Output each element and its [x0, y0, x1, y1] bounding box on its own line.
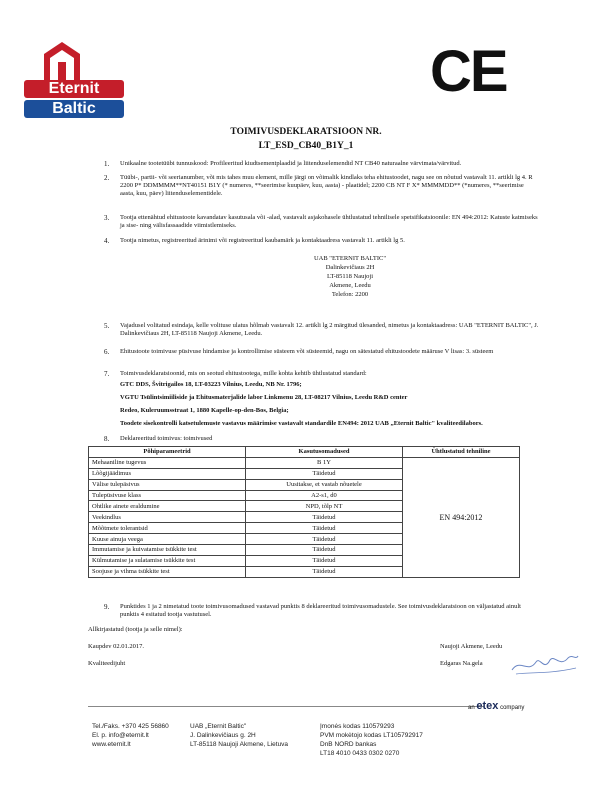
test-lab-address: Redeo, Kuleruumsstraat 1, 1880 Kapelle-op-den-Bos, Belgia;	[120, 407, 289, 414]
table-cell: Kuuse ainuja veega	[89, 534, 246, 545]
place-date: Kaupdev 02.01.2017.	[88, 643, 144, 650]
performance-table	[88, 446, 520, 578]
section-text: Tootja ettenähtud ehitustoote kavandatav kasutusala või -alad, vastavalt asjakohasele ühtlustatud tehnilisele spetsifikatsioonile: EN 494:2012: Katuste katmiseks ja sise- ning välisfassaadide viimistlemiseks.	[120, 214, 538, 229]
table-cell: Tulepüsivuse klass	[89, 490, 246, 501]
section-number: 8.	[104, 435, 110, 443]
table-cell: Veekindlus	[89, 512, 246, 523]
table-cell: Täidetud	[246, 534, 403, 545]
footer-company	[190, 722, 288, 749]
table-cell: Täidetud	[246, 468, 403, 479]
footer-email: El. p. info@eternit.lt	[92, 732, 149, 739]
table-cell: NPD, tõlp NT	[246, 501, 403, 512]
table-row	[89, 457, 520, 468]
table-cell: Uusitakse, et vastab nõuetele	[246, 479, 403, 490]
table-header: Põhiparameetrid	[89, 447, 246, 458]
section-text: Tootja nimetus, registreeritud ärinimi või registreeritud kaubamärk ja kontaktaadress vastavalt 11. artikli lg 5.	[120, 237, 405, 244]
document-id: LT_ESD_CB40_B1Y_1	[258, 141, 354, 151]
etex-brand: etex	[476, 700, 499, 712]
footer-contacts	[92, 722, 169, 749]
logo-line-1: Eternit	[24, 80, 124, 98]
section-number: 9.	[104, 603, 110, 611]
footer-divider	[88, 706, 484, 707]
manufacturer-street: Dalinkevičiaus 2H	[325, 264, 375, 271]
footer-company-street: J. Dalinkevičiaus g. 2H	[190, 732, 256, 739]
table-cell: Lõõgijäädimus	[89, 468, 246, 479]
section-number: 3.	[104, 214, 110, 222]
table-cell: Soojuse ja vihma tsükkite test	[89, 566, 246, 577]
table-cell: Täidetud	[246, 545, 403, 556]
table-cell: B 1Y	[246, 457, 403, 468]
section-text: Ehitustoote toimivuse püsivuse hindamise ja kontrollimise süsteem või süsteemid, nagu on sätestatud ehitustoodete määruse V lisas: 3. süsteem	[120, 348, 494, 355]
quality-role: Kvaliteedijuht	[88, 660, 126, 667]
house-logo-icon	[38, 40, 86, 80]
section-number: 7.	[104, 370, 110, 378]
table-header: Ühtlustatud tehniline	[403, 447, 520, 458]
footer-company-city: LT-85118 Naujoji Akmene, Lietuva	[190, 741, 289, 748]
section-text: Tüübi-, partii- või seerianumber, või mis tahes muu element, mille järgi on võimalik kindlaks teha ehitustoodet, nagu see on nõutud vastavalt 11. artikli lg 4. R 2200 P* DDMMMM**NT40151 B1Y (* numeres, **seerimise kuupäev, kuu, aasta) - plaatidel; 2200 CB NT F X* MMMMDD** (*numeres, **seerimise aasta, kuu, päev) liitenduselementidele.	[120, 174, 533, 197]
table-cell: Mehaaniline tugevus	[89, 457, 246, 468]
table-cell: Täidetud	[246, 555, 403, 566]
table-cell: Mõõtmete tolerantsid	[89, 523, 246, 534]
standard-cell: EN 494:2012	[403, 457, 520, 577]
footer-phone: Tel./Faks. +370 425 56860	[92, 723, 169, 730]
signature-scribble	[510, 648, 580, 678]
logo-line-2: Baltic	[24, 100, 124, 118]
internal-control: Toodete sisekontrolli katsetulemuste vastavus määrimise vastavalt standardile EN494: 2012 UAB „Eternit Baltic" kvaliteedilabors.	[120, 420, 483, 427]
footer-bank-account: LT18 4010 0433 0302 0270	[320, 750, 400, 757]
section-number: 2.	[104, 174, 110, 182]
sign-location: Naujoji Akmene, Leedu	[440, 643, 503, 650]
manufacturer-phone: Telefon: 2200	[331, 291, 369, 298]
section-text: Vajadusel volitatud esindaja, kelle volituse ulatus hõlmab vastavalt 12. artikli lg 2 märgitud ülesanded, nimetus ja kontaktaadress: UAB "ETERNIT BALTIC", J. Dalinkevičiaus 2H, LT-85118 Naujoji Akmene, Leedu.	[120, 322, 539, 337]
etex-prefix: an	[468, 705, 475, 711]
table-cell: Külmutamise ja sulatamise tsükkite test	[89, 555, 246, 566]
ce-mark: CE	[430, 39, 507, 104]
table-cell: Täidetud	[246, 566, 403, 577]
document-title: TOIMIVUSDEKLARATSIOON NR.	[230, 127, 382, 137]
table-cell: A2-s1, d0	[246, 490, 403, 501]
manufacturer-city: Akmene, Leedu	[329, 282, 371, 289]
section-number: 6.	[104, 348, 110, 356]
footer-website: www.eternit.lt	[92, 741, 131, 748]
certification-body: GTC DDS, Švitrigailos 18, LT-03223 Vilnius, Leedu, NB Nr. 1796;	[120, 381, 302, 388]
etex-suffix: company	[500, 705, 525, 711]
table-cell: Ohtlike ainete eraldumine	[89, 501, 246, 512]
eternit-baltic-logo	[24, 40, 124, 130]
table-header: Kasutusomadused	[246, 447, 403, 458]
footer-bank-name: DnB NORD bankas	[320, 741, 377, 748]
etex-mark	[468, 700, 524, 712]
table-cell: Immutamise ja kuivatamise tsükkite test	[89, 545, 246, 556]
table-cell: Täidetud	[246, 523, 403, 534]
section-text: Deklareeritud toimivus: toimivused	[120, 435, 213, 442]
footer-company-name: UAB „Eternit Baltic"	[190, 723, 247, 730]
table-cell: Välise tulepäsivus	[89, 479, 246, 490]
table-cell: Täidetud	[246, 512, 403, 523]
manufacturer-postcode: LT-85118 Naujoji	[326, 273, 374, 280]
manufacturer-address	[250, 254, 450, 299]
footer-company-code: Įmonės kodas 110579293	[320, 723, 395, 730]
manufacturer-name: UAB "ETERNIT BALTIC"	[313, 255, 387, 262]
footer-vat-code: PVM mokėtojo kodas LT105792917	[320, 732, 423, 739]
section-number: 5.	[104, 322, 110, 330]
test-lab: VGTU Tsülintsimiiliside ja Ehitusmaterjalide labor Linkmenu 28, LT-08217 Vilnius, Leedu R&D center	[120, 394, 408, 401]
section-text: Toimivusdeklaratsioonid, mis on seotud ehitustootega, mille kohta kehtib ühtlustatud standard:	[120, 370, 367, 377]
signed-for: Allkirjastatud (tootja ja selle nimel):	[88, 626, 183, 633]
signer-name: Edgaras Na.gela	[440, 660, 483, 667]
section-number: 4.	[104, 237, 110, 245]
section-number: 1.	[104, 160, 110, 168]
section-text: Unikaalne tootetüübi tunnuskood: Profileeritud kiudtsementplaadid ja liitenduselemendid NT CB40 naturaalne värvimata/värvitud.	[120, 160, 462, 167]
footer-bank	[320, 722, 423, 758]
section-text: Punktides 1 ja 2 nimetatud toote toimivusomadused vastavad punktis 8 deklareeritud toimivusomadustele. See toimivusdeklaratsioon on väljastatud ainult punktis 4 esitatud tootja vastutusel.	[120, 603, 521, 618]
